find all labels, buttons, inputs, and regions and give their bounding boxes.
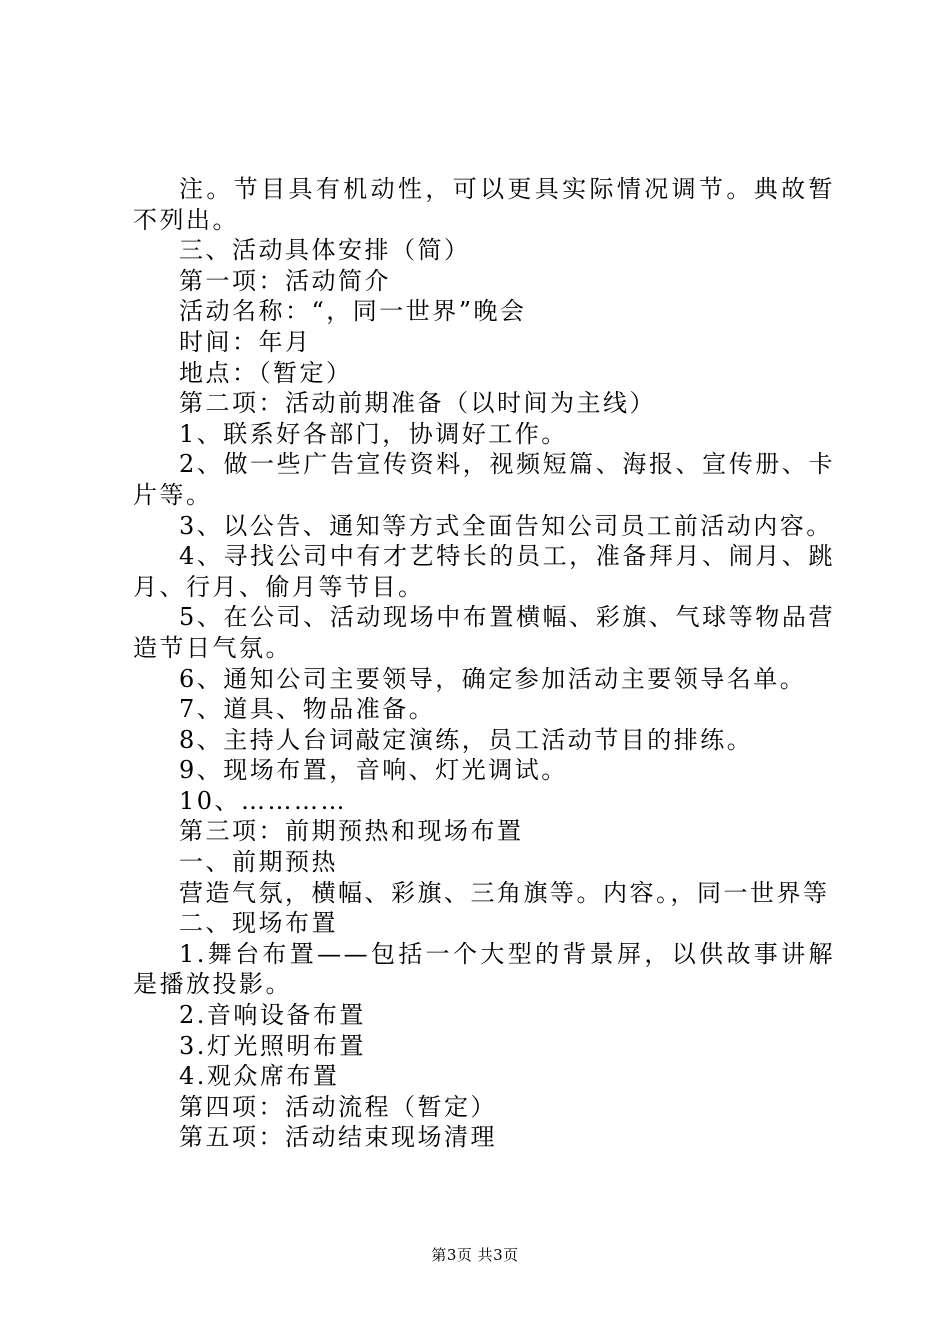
page-number-footer: 第3页 共3页 — [431, 1246, 519, 1264]
prep-step-6: 6、通知公司主要领导，确定参加活动主要领导名单。 — [179, 664, 807, 693]
prep-step-7: 7、道具、物品准备。 — [179, 695, 436, 724]
prep-step-8: 8、主持人台词敲定演练，员工活动节目的排练。 — [179, 725, 754, 754]
prep-step-2: 2、做一些广告宣传资料，视频短篇、海报、宣传册、卡片等。 — [133, 450, 835, 509]
subheading-preheat: 一、前期预热 — [179, 848, 338, 877]
prep-step-3: 3、以公告、通知等方式全面告知公司员工前活动内容。 — [179, 511, 833, 540]
item-heading-2: 第二项：活动前期准备（以时间为主线） — [179, 389, 656, 418]
prep-step-4: 4、寻找公司中有才艺特长的员工，准备拜月、闹月、跳月、行月、偷月等节目。 — [133, 542, 835, 601]
paragraph-note: 注。节目具有机动性，可以更具实际情况调节。典故暂不列出。 — [133, 175, 835, 234]
venue-step-4: 4.观众席布置 — [179, 1062, 340, 1091]
activity-location: 地点：（暂定） — [179, 358, 353, 387]
prep-step-10: 10、………… — [179, 786, 348, 815]
item-heading-4: 第四项：活动流程（暂定） — [179, 1092, 497, 1121]
item-heading-5: 第五项：活动结束现场清理 — [179, 1123, 497, 1152]
prep-step-1: 1、联系好各部门，协调好工作。 — [179, 419, 568, 448]
venue-step-1: 1.舞台布置——包括一个大型的背景屏，以供故事讲解是播放投影。 — [133, 939, 835, 999]
section-heading-arrangement: 三、活动具体安排（简） — [179, 236, 471, 265]
item-heading-3: 第三项：前期预热和现场布置 — [179, 817, 524, 846]
prep-step-5: 5、在公司、活动现场中布置横幅、彩旗、气球等物品营造节日气氛。 — [133, 603, 835, 662]
venue-step-2: 2.音响设备布置 — [179, 1001, 366, 1030]
document-body — [133, 174, 835, 1153]
activity-time: 时间：年月 — [179, 327, 312, 356]
preheat-content: 营造气氛，横幅、彩旗、三角旗等。内容。，同一世界等 — [179, 878, 830, 907]
subheading-venue: 二、现场布置 — [179, 909, 338, 938]
prep-step-9: 9、现场布置，音响、灯光调试。 — [179, 756, 568, 785]
venue-step-3: 3.灯光照明布置 — [179, 1031, 366, 1060]
item-heading-1: 第一项：活动简介 — [179, 266, 391, 295]
activity-name: 活动名称：“，同一世界”晚会 — [179, 297, 527, 326]
